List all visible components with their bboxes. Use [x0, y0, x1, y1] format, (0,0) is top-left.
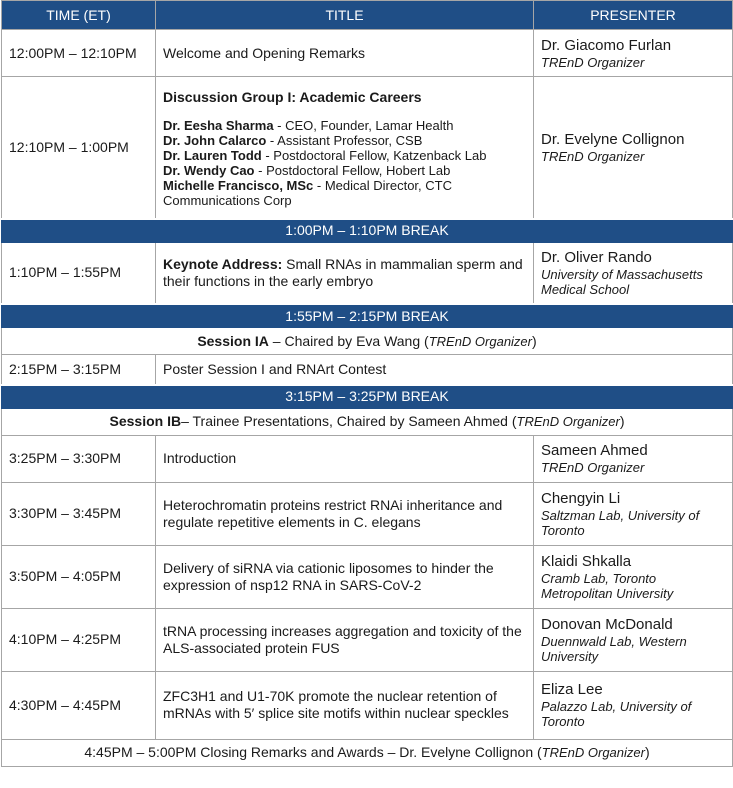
closing-paren: ) — [644, 744, 650, 760]
row-title — [156, 242, 534, 304]
presenter-affiliation: TREnD Organizer — [541, 460, 645, 475]
session-chair-role: TREnD Organizer — [516, 414, 620, 429]
panelist-role: - Postdoctoral Fellow, Katzenback Lab — [261, 147, 487, 163]
row-time: 4:10PM – 4:25PM — [2, 608, 156, 671]
panelist-name: Dr. Eesha Sharma — [163, 117, 274, 133]
session-chair: – Chaired by Eva Wang ( — [268, 332, 429, 349]
panelist-list — [163, 118, 527, 208]
row-time: 3:50PM – 4:05PM — [2, 545, 156, 608]
presenter-affiliation: TREnD Organizer — [541, 148, 645, 164]
row-time: 3:30PM – 3:45PM — [2, 482, 156, 545]
presenter-name: Dr. Oliver Rando — [541, 248, 652, 266]
presenter-name: Eliza Lee — [541, 681, 603, 698]
row-title: ZFC3H1 and U1-70K promote the nuclear retention of mRNAs with 5′ splice site motifs within nuclear speckles — [156, 671, 534, 739]
row-time: 2:15PM – 3:15PM — [2, 355, 156, 385]
session-chair-role: TREnD Organizer — [428, 333, 532, 349]
header-presenter: PRESENTER — [534, 1, 733, 30]
table-row — [2, 545, 733, 608]
row-time: 1:10PM – 1:55PM — [2, 242, 156, 304]
discussion-title: Discussion Group I: Academic Careers — [163, 88, 422, 105]
table-row — [2, 482, 733, 545]
row-title: Heterochromatin proteins restrict RNAi inheritance and regulate repetitive elements in C. elegans — [156, 482, 534, 545]
presenter-affiliation: University of Massachusetts Medical School — [541, 266, 703, 297]
row-presenter — [534, 77, 733, 219]
row-title: Introduction — [156, 435, 534, 482]
table-row — [2, 77, 733, 219]
panelist-name: Dr. John Calarco — [163, 132, 267, 148]
panelist-role: - Assistant Professor, CSB — [266, 132, 423, 148]
panelist-name: Dr. Lauren Todd — [163, 147, 262, 163]
row-title: Delivery of siRNA via cationic liposomes to hinder the expression of nsp12 RNA in SARS-CoV-2 — [156, 545, 534, 608]
panelist — [163, 133, 527, 148]
row-presenter — [534, 545, 733, 608]
session-paren: ) — [532, 332, 537, 349]
break-row — [2, 385, 733, 409]
schedule-table — [1, 0, 733, 767]
keynote-label: Keynote Address: — [163, 255, 283, 272]
presenter-name: Sameen Ahmed — [541, 442, 648, 459]
break-label: 1:55PM – 2:15PM BREAK — [2, 304, 733, 328]
table-row — [2, 355, 733, 385]
panelist-role: - CEO, Founder, Lamar Health — [273, 117, 454, 133]
table-row — [2, 671, 733, 739]
session-paren: ) — [619, 413, 625, 429]
table-row — [2, 435, 733, 482]
session-chair: – Trainee Presentations, Chaired by Sameen Ahmed ( — [181, 413, 517, 429]
row-presenter — [534, 435, 733, 482]
header-title: TITLE — [156, 1, 534, 30]
break-label: 1:00PM – 1:10PM BREAK — [2, 219, 733, 243]
presenter-name: Dr. Evelyne Collignon — [541, 130, 685, 148]
row-title: Poster Session I and RNArt Contest — [156, 355, 733, 385]
closing-role: TREnD Organizer — [541, 745, 645, 760]
row-presenter — [534, 482, 733, 545]
table-row — [2, 242, 733, 304]
table-header-row — [2, 1, 733, 30]
header-time: TIME (ET) — [2, 1, 156, 30]
panelist — [163, 178, 527, 208]
row-time: 12:00PM – 12:10PM — [2, 30, 156, 77]
presenter-affiliation: Palazzo Lab, University of Toronto — [541, 699, 692, 729]
row-presenter — [534, 671, 733, 739]
row-title — [156, 77, 534, 219]
presenter-affiliation: Duennwald Lab, Western University — [541, 633, 687, 664]
closing-text: 4:45PM – 5:00PM Closing Remarks and Awards – Dr. Evelyne Collignon ( — [84, 744, 542, 760]
session-name: Session IA — [197, 332, 269, 349]
closing-label — [2, 739, 733, 766]
panelist — [163, 118, 527, 133]
session-name: Session IB — [109, 413, 182, 429]
presenter-affiliation: Saltzman Lab, University of Toronto — [541, 507, 700, 538]
session-row — [2, 408, 733, 435]
row-presenter — [534, 242, 733, 304]
row-title: Welcome and Opening Remarks — [156, 30, 534, 77]
table-row — [2, 608, 733, 671]
break-row — [2, 304, 733, 328]
row-presenter — [534, 608, 733, 671]
table-row — [2, 30, 733, 77]
panelist-role: - Postdoctoral Fellow, Hobert Lab — [254, 162, 451, 178]
panelist-name: Michelle Francisco, MSc — [163, 177, 314, 193]
presenter-affiliation: TREnD Organizer — [541, 54, 645, 70]
presenter-name: Dr. Giacomo Furlan — [541, 36, 672, 54]
row-time: 12:10PM – 1:00PM — [2, 77, 156, 219]
presenter-affiliation: Cramb Lab, Toronto Metropolitan University — [541, 570, 674, 601]
break-row — [2, 219, 733, 243]
panelist — [163, 148, 527, 163]
panelist — [163, 163, 527, 178]
row-time: 4:30PM – 4:45PM — [2, 671, 156, 739]
panelist-name: Dr. Wendy Cao — [163, 162, 255, 178]
row-time: 3:25PM – 3:30PM — [2, 435, 156, 482]
session-label — [2, 328, 733, 355]
presenter-name: Chengyin Li — [541, 489, 621, 507]
closing-row — [2, 739, 733, 766]
break-label: 3:15PM – 3:25PM BREAK — [2, 385, 733, 409]
session-label — [2, 408, 733, 435]
row-title: tRNA processing increases aggregation and toxicity of the ALS-associated protein FUS — [156, 608, 534, 671]
presenter-name: Klaidi Shkalla — [541, 552, 632, 570]
keynote-title: Small RNAs in mammalian sperm and their functions in the early embryo — [163, 255, 523, 289]
row-presenter — [534, 30, 733, 77]
session-row — [2, 328, 733, 355]
presenter-name: Donovan McDonald — [541, 615, 673, 633]
panelist-role: - Medical Director, CTC Communications Corp — [163, 177, 452, 208]
